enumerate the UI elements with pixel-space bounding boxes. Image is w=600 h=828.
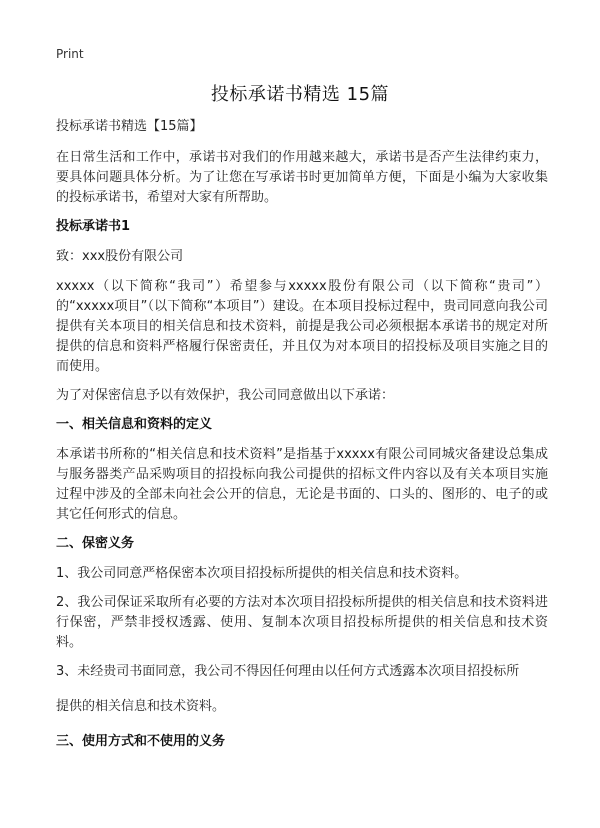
intro-paragraph: 在日常生活和工作中，承诺书对我们的作用越来越大，承诺书是否产生法律约束力，要具体问题具体分析。为了让您在写承诺书时更加简单方便，下面是小编为大家收集的投标承诺书，希望对大家有所帮助。 bbox=[56, 150, 548, 205]
heading-confidentiality: 二、保密义务 bbox=[56, 536, 135, 551]
list-item-1: 1、我公司同意严格保密本次项目招投标所提供的相关信息和技术资料。 bbox=[56, 566, 468, 581]
list-item-3-line-2: 提供的相关信息和技术资料。 bbox=[56, 699, 226, 714]
heading-definitions: 一、相关信息和资料的定义 bbox=[56, 417, 213, 432]
paragraph-3: 本承诺书所称的“相关信息和技术资料”是指基于xxxxx有限公司同城灾备建设总集成与服务器类产品采购项目的招投标向我公司提供的招标文件内容以及有关本项目实施过程中涉及的全部未向社会公开的信息，无论是书面的、口头的、图形的、电子的或其它任何形式的信息。 bbox=[56, 447, 548, 522]
section-title: 投标承诺书1 bbox=[56, 219, 131, 234]
document-title: 投标承诺书精选 15篇 bbox=[210, 84, 390, 105]
document-subtitle: 投标承诺书精选【15篇】 bbox=[56, 119, 203, 134]
list-item-2: 2、我公司保证采取所有必要的方法对本次项目招投标所提供的相关信息和技术资料进行保密，严禁非授权透露、使用、复制本次项目招投标所提供的相关信息和技术资料。 bbox=[56, 595, 548, 650]
document-body bbox=[56, 117, 548, 762]
list-item-3-line-1: 3、未经贵司书面同意，我公司不得因任何理由以任何方式透露本次项目招投标所 bbox=[56, 664, 520, 679]
paragraph-2: 为了对保密信息予以有效保护，我公司同意做出以下承诺： bbox=[56, 388, 395, 403]
paragraph-1: xxxxx（以下简称“我司”）希望参与xxxxx股份有限公司（以下简称“贵司”）的“xxxxx项目”（以下简称“本项目”）建设。在本项目投标过程中，贵司同意向我公司提供有关本项目的相关信息和技术资料，前提是我公司必须根据本承诺书的规定对所提供的信息和资料严格履行保密责任，并且仅为对本项目的招投标及项目实施之目的而使用。 bbox=[56, 279, 548, 374]
print-label: Print bbox=[56, 47, 84, 61]
addressee-line: 致：xxx股份有限公司 bbox=[56, 249, 184, 264]
heading-usage: 三、使用方式和不使用的义务 bbox=[56, 734, 226, 749]
